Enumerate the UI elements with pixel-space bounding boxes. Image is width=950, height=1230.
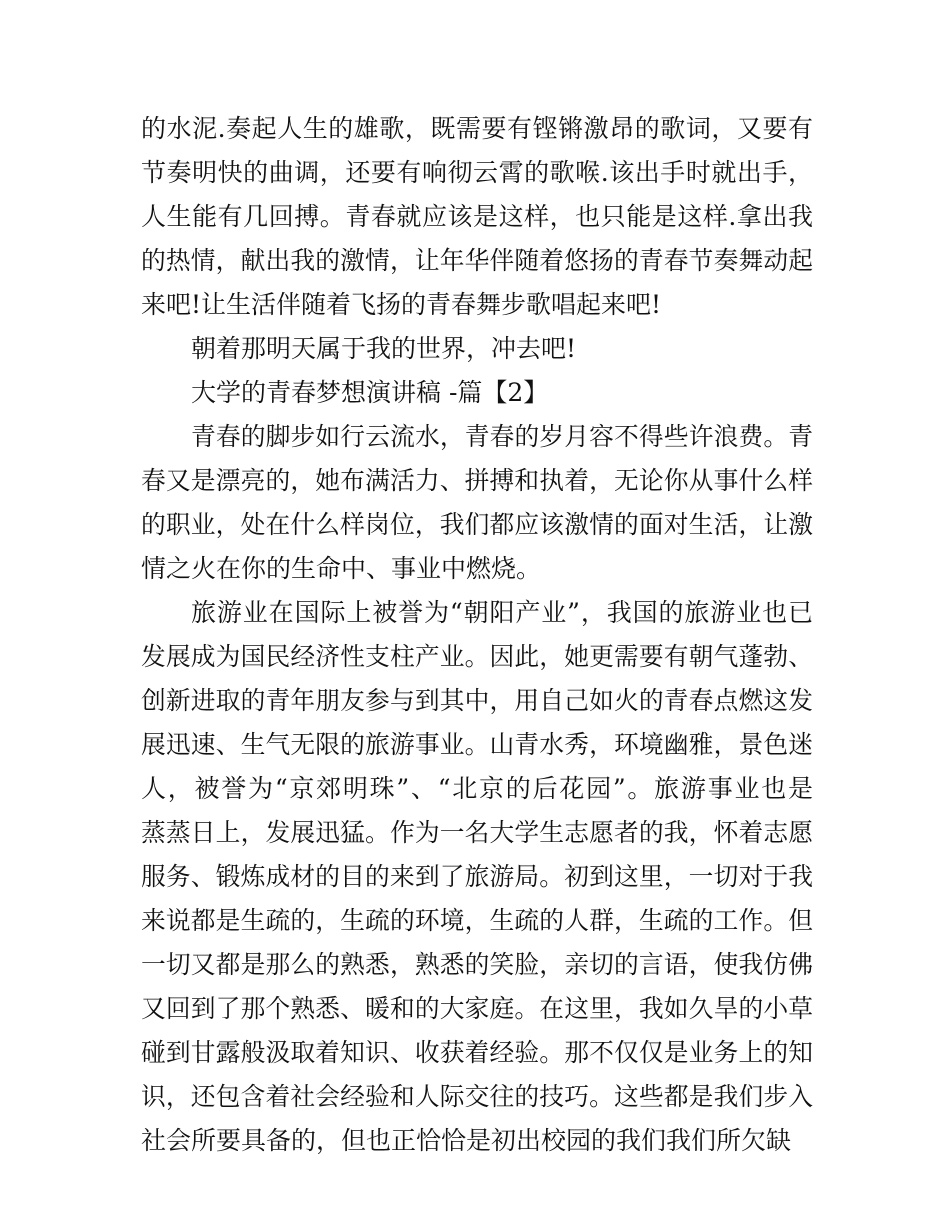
- text-line: 的热情，献出我的激情，让年华伴随着悠扬的青春节奏舞动起: [141, 246, 813, 275]
- text-line: 旅游业在国际上被誉为“朝阳产业”，我国的旅游业也已: [191, 598, 813, 627]
- text-line: 人，被誉为“京郊明珠”、“北京的后花园”。旅游事业也是: [141, 774, 813, 803]
- text-line: 的职业，处在什么样岗位，我们都应该激情的面对生活，让激: [141, 510, 813, 539]
- text-line: 服务、锻炼成材的目的来到了旅游局。初到这里，一切对于我: [141, 862, 813, 891]
- text-line: 发展成为国民经济性支柱产业。因此，她更需要有朝气蓬勃、: [141, 642, 813, 671]
- text-line: 青春的脚步如行云流水，青春的岁月容不得些许浪费。青: [191, 422, 813, 451]
- text-line: 碰到甘露般汲取着知识、收获着经验。那不仅仅是业务上的知: [141, 1038, 813, 1067]
- text-line: 来吧!让生活伴随着飞扬的青春舞步歌唱起来吧!: [141, 290, 662, 319]
- text-line: 识，还包含着社会经验和人际交往的技巧。这些都是我们步入: [141, 1082, 813, 1111]
- text-line: 春又是漂亮的，她布满活力、拼搏和执着，无论你从事什么样: [141, 466, 813, 495]
- document-body: [141, 107, 813, 1163]
- section-heading: 大学的青春梦想演讲稿 -篇【2】: [191, 378, 549, 407]
- text-line: 展迅速、生气无限的旅游事业。山青水秀，环境幽雅，景色迷: [141, 730, 813, 759]
- text-line: 节奏明快的曲调，还要有响彻云霄的歌喉.该出手时就出手，: [141, 158, 813, 187]
- text-line: 人生能有几回搏。青春就应该是这样，也只能是这样.拿出我: [141, 202, 813, 231]
- text-line: 蒸蒸日上，发展迅猛。作为一名大学生志愿者的我，怀着志愿: [141, 818, 813, 847]
- text-line: 情之火在你的生命中、事业中燃烧。: [141, 554, 542, 583]
- text-line: 来说都是生疏的，生疏的环境，生疏的人群，生疏的工作。但: [141, 906, 813, 935]
- text-line: 又回到了那个熟悉、暖和的大家庭。在这里，我如久旱的小草: [141, 994, 813, 1023]
- text-line: 社会所要具备的，但也正恰恰是初出校园的我们我们所欠缺: [141, 1126, 792, 1155]
- text-line: 一切又都是那么的熟悉，熟悉的笑脸，亲切的言语，使我仿佛: [141, 950, 813, 979]
- text-line: 朝着那明天属于我的世界，冲去吧!: [191, 334, 577, 363]
- text-line: 创新进取的青年朋友参与到其中，用自己如火的青春点燃这发: [141, 686, 813, 715]
- text-line: 的水泥.奏起人生的雄歌，既需要有铿锵激昂的歌词，又要有: [141, 114, 813, 143]
